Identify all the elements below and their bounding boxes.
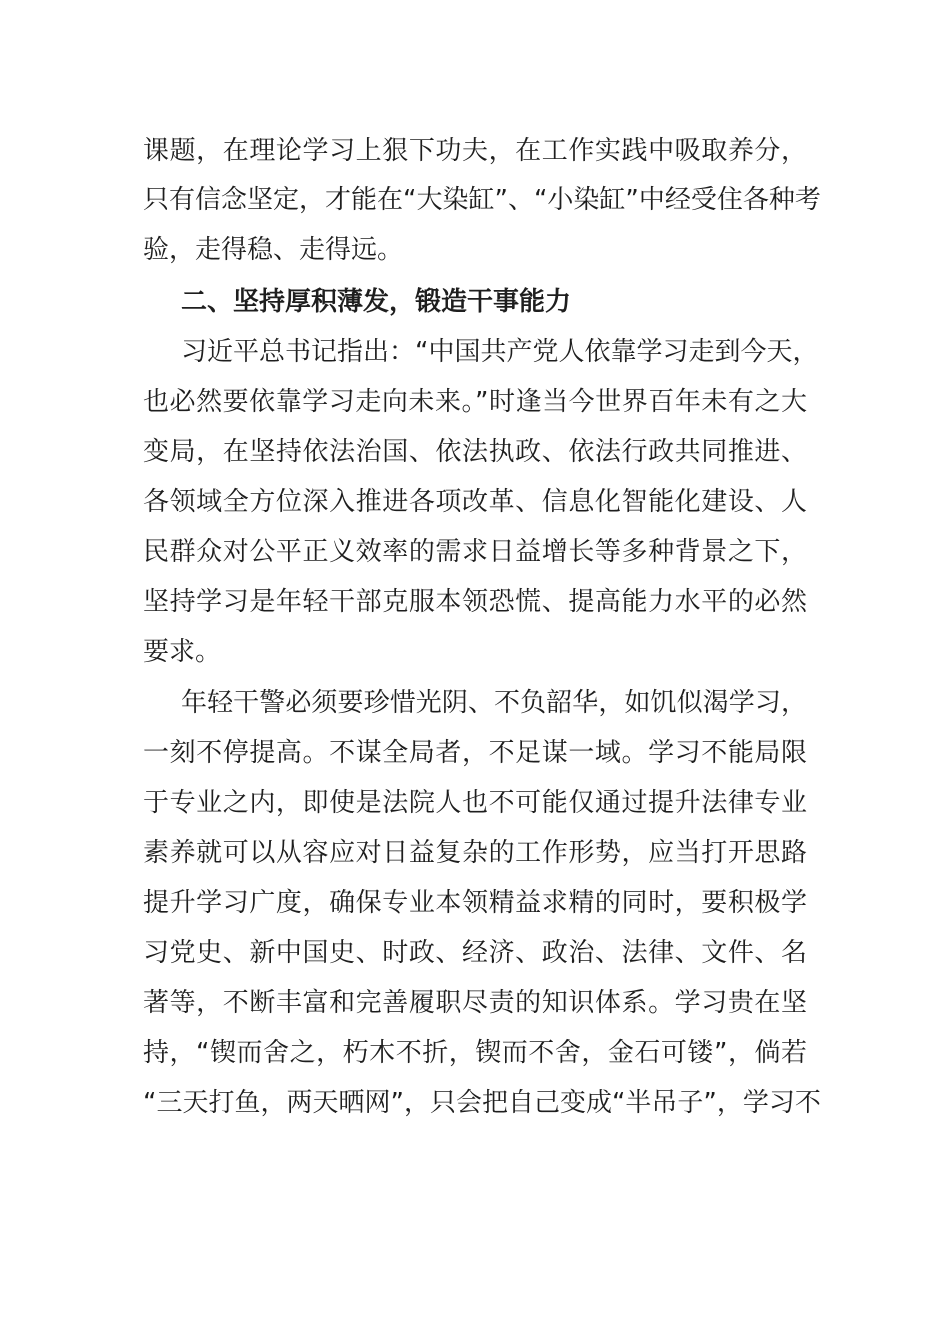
body-text-line: 提升学习广度，确保专业本领精益求精的同时，要积极学 (143, 888, 807, 918)
body-text-line: 于专业之内，即使是法院人也不可能仅通过提升法律专业 (143, 788, 807, 818)
body-text-line: 各领域全方位深入推进各项改革、信息化智能化建设、人 (143, 487, 807, 517)
section-heading: 二、坚持厚积薄发，锻造干事能力 (181, 287, 572, 317)
body-text-line: 习党史、新中国史、时政、经济、政治、法律、文件、名 (143, 938, 807, 968)
body-text-line: 著等，不断丰富和完善履职尽责的知识体系。学习贵在坚 (143, 988, 807, 1018)
body-text-line: 课题，在理论学习上狠下功夫，在工作实践中吸取养分， (143, 136, 807, 166)
body-text-line: 要求。 (143, 637, 222, 667)
body-text-line: 持，“锲而舍之，朽木不折，锲而不舍，金石可镂”，倘若 (143, 1038, 807, 1068)
body-text-line: 习近平总书记指出：“中国共产党人依靠学习走到今天， (181, 337, 819, 367)
body-text-line: 只有信念坚定，才能在“大染缸”、“小染缸”中经受住各种考 (143, 185, 821, 215)
body-text-line: 年轻干警必须要珍惜光阴、不负韶华，如饥似渴学习， (181, 688, 807, 718)
body-text-line: 民群众对公平正义效率的需求日益增长等多种背景之下， (143, 537, 807, 567)
body-text-line: 也必然要依靠学习走向未来。”时逢当今世界百年未有之大 (143, 387, 807, 417)
body-text-line: 素养就可以从容应对日益复杂的工作形势，应当打开思路 (143, 838, 807, 868)
body-text-line: 一刻不停提高。不谋全局者，不足谋一域。学习不能局限 (143, 738, 807, 768)
body-text-line: 坚持学习是年轻干部克服本领恐慌、提高能力水平的必然 (143, 587, 807, 617)
body-text-line: 验，走得稳、走得远。 (143, 235, 404, 265)
body-text-line: “三天打鱼，两天晒网”，只会把自己变成“半吊子”，学习不 (143, 1088, 821, 1118)
body-text-line: 变局，在坚持依法治国、依法执政、依法行政共同推进、 (143, 437, 807, 467)
